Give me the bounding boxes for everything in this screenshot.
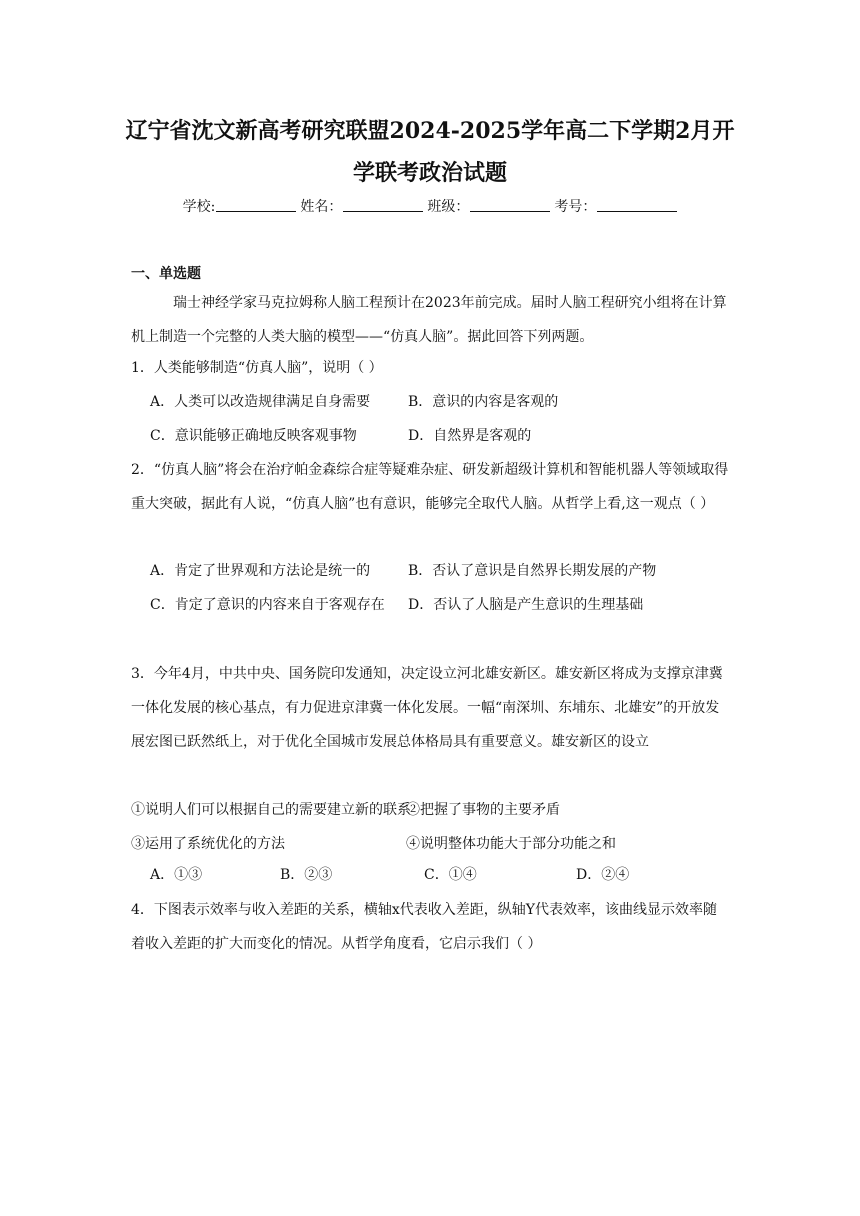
option-d: D．②④	[576, 867, 630, 883]
option-c: C．①④	[424, 867, 477, 883]
option-row	[150, 858, 750, 892]
statement-4: ④说明整体功能大于部分功能之和	[406, 836, 616, 852]
question-4-stem: 4．下图表示效率与收入差距的关系，横轴x代表收入差距，纵轴Y代表效率，该曲线显示效率随着收入差距的扩大而变化的情况。从哲学角度看，它启示我们（ ）	[131, 902, 718, 952]
section-heading: 一、单选题	[131, 266, 201, 282]
question-2-stem: 2．“仿真人脑”将会在治疗帕金森综合症等疑难杂症、研发新超级计算机和智能机器人等领域取得重大突破，据此有人说，“仿真人脑”也有意识，能够完全取代人脑。从哲学上看,这一观点（ ）	[131, 462, 729, 512]
option-d: D．自然界是客观的	[408, 428, 532, 444]
exam-title-line-1: 辽宁省沈文新高考研究联盟2024-2025学年高二下学期2月开	[125, 118, 735, 144]
question-3-stem: 3．今年4月，中共中央、国务院印发通知，决定设立河北雄安新区。雄安新区将成为支撑京津冀一体化发展的核心基点，有力促进京津冀一体化发展。一幅“南深圳、东埔东、北雄安”的开放发展宏图已跃然纸上，对于优化全国城市发展总体格局具有重要意义。雄安新区的设立	[131, 666, 723, 750]
question-3-statements-row-2	[131, 833, 616, 853]
option-c: C．肯定了意识的内容来自于客观存在	[150, 597, 385, 613]
exam-title	[120, 110, 740, 194]
option-c: C．意识能够正确地反映客观事物	[150, 428, 357, 444]
school-blank	[216, 199, 296, 212]
name-field	[300, 196, 423, 216]
option-d: D．否认了人脑是产生意识的生理基础	[408, 597, 644, 613]
option-a: A．人类可以改造规律满足自身需要	[150, 394, 371, 410]
student-info-line	[0, 196, 860, 216]
option-row	[150, 554, 750, 588]
name-blank	[343, 199, 423, 212]
question-3-statements-row-1	[131, 799, 560, 819]
question-1-options	[150, 385, 750, 453]
option-b: B．②③	[280, 867, 333, 883]
statement-2: ②把握了事物的主要矛盾	[406, 802, 560, 818]
option-row	[150, 385, 750, 419]
question-1-stem: 1．人类能够制造“仿真人脑”，说明（ ）	[131, 360, 383, 376]
class-field	[427, 196, 550, 216]
name-label: 姓名：	[300, 199, 343, 215]
id-label: 考号：	[554, 199, 597, 215]
class-label: 班级：	[427, 199, 470, 215]
class-blank	[470, 199, 550, 212]
option-a: A．肯定了世界观和方法论是统一的	[150, 563, 371, 579]
school-label: 学校:	[182, 199, 216, 215]
id-blank	[597, 199, 677, 212]
option-b: B．意识的内容是客观的	[408, 394, 559, 410]
option-b: B．否认了意识是自然界长期发展的产物	[408, 563, 657, 579]
option-a: A．①③	[150, 867, 203, 883]
question-3-options	[150, 858, 750, 892]
option-row	[150, 419, 750, 453]
question-2-options	[150, 554, 750, 622]
statement-1: ①说明人们可以根据自己的需要建立新的联系	[131, 802, 411, 818]
intro-paragraph: 瑞士神经学家马克拉姆称人脑工程预计在2023年前完成。届时人脑工程研究小组将在计算机上制造一个完整的人类大脑的模型——“仿真人脑”。据此回答下列两题。	[131, 295, 727, 345]
exam-title-line-2: 学联考政治试题	[352, 160, 507, 186]
statement-3: ③运用了系统优化的方法	[131, 836, 285, 852]
id-field	[554, 196, 677, 216]
option-row	[150, 588, 750, 622]
school-field	[183, 196, 297, 216]
